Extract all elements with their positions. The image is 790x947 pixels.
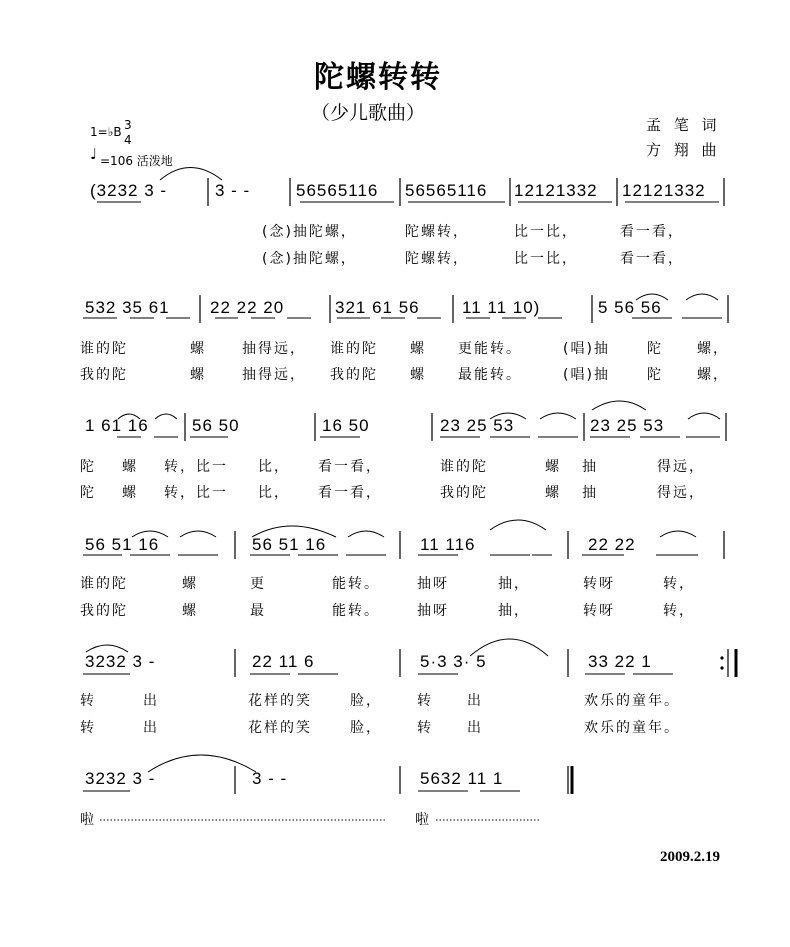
measure-notes: 11 11 10) [462,298,541,317]
lyric-word: 出 [143,720,159,736]
song-title: 陀螺转转 [314,60,442,95]
lyric-word: 欢乐的童年。 [584,720,680,736]
lyric-word: 陀 [80,485,96,501]
lyric-word: 螺 [545,485,561,501]
lyric-word: 比一比， [514,224,578,240]
lyric-word: 看一看， [318,485,382,501]
lyric-word: 我的陀 [80,367,128,383]
measure-notes: 56 51 16 [252,535,327,554]
lyric-word: 脸， [350,693,382,709]
measure-notes: 56 50 [192,416,240,435]
lyric-word: 抽 [582,485,598,501]
measure-notes: 33 22 1 [588,652,652,671]
lyric-word: 转 [417,720,433,736]
lyric-word: 螺 [182,603,198,619]
measure-notes: 22 22 [588,535,636,554]
lyric-word: 转 [80,720,96,736]
lyric-word: 陀 [647,367,663,383]
lyric-word: 比， [258,459,290,475]
lyric-word: 我的陀 [80,603,128,619]
lyric-word: 螺 [410,341,426,357]
lyric-word: 陀 [80,459,96,475]
measure-notes: 3232 3 - [85,769,156,788]
measure-notes: 16 50 [322,416,370,435]
lyric-word: 更 [250,576,266,592]
lyric-word: 出 [467,720,483,736]
song-subtitle: （少儿歌曲） [311,102,426,124]
lyric-word: 谁的陀 [80,576,128,592]
time-signature-denominator: 4 [124,133,132,147]
lyric-word: 陀螺转， [405,251,469,267]
lyric-word: 抽得远， [242,367,306,383]
lyric-word: 转 [80,693,96,709]
lyric-word: 谁的陀 [80,341,128,357]
lyric-word: 看一看， [620,224,684,240]
measure-notes: 321 61 56 [335,298,420,317]
lyric-word: 啦 [80,812,96,828]
lyric-word: 转 [417,693,433,709]
measure-notes: 11 116 [420,535,476,554]
measure-notes: 3 - - [215,181,251,200]
lyric-word: (唱)抽 [563,341,610,357]
measure-notes: 5632 11 1 [420,769,504,788]
lyric-word: 最能转。 [458,367,522,383]
lyric-word: 谁的陀 [440,459,488,475]
lyric-word: 比， [258,485,290,501]
measure-notes: 1 61 16 [85,416,149,435]
measure-notes: 56565116 [296,181,379,200]
lyric-word: 啦 [415,812,431,828]
measure-notes: 12121332 [622,181,706,200]
lyric-word: 脸， [350,720,382,736]
lyric-word: 得远， [657,459,705,475]
lyric-word: 出 [467,693,483,709]
measure-notes: 56 51 16 [85,535,160,554]
lyric-word: 最 [250,603,266,619]
lyric-word: 螺， [697,341,729,357]
lyric-word: (念)抽陀螺， [262,251,357,267]
lyric-word: 花样的笑 [248,693,312,709]
measure-notes: 3 - - [252,769,288,788]
lyric-word: 能转。 [332,576,380,592]
lyric-word: 比一比， [514,251,578,267]
lyric-word: 陀螺转， [405,224,469,240]
lyric-word: 抽得远， [242,341,306,357]
lyric-word: 我的陀 [440,485,488,501]
lyric-word: 看一看， [620,251,684,267]
lyric-word: 抽， [498,603,530,619]
time-signature-numerator: 3 [124,118,132,132]
measure-notes: 5·3 3· 5 [420,652,487,671]
lyric-word: 出 [143,693,159,709]
lyric-word: 看一看， [318,459,382,475]
lyric-word: 欢乐的童年。 [584,693,680,709]
composer-credit: 方 翔 曲 [646,141,721,159]
key-signature: 1=♭B [90,125,122,139]
lyric-word: 能转。 [332,603,380,619]
lyric-word: 转， [663,603,695,619]
measure-notes: 532 35 61 [85,298,170,317]
lyric-word: 我的陀 [330,367,378,383]
lyric-word: 抽呀 [417,603,449,619]
measure-notes: 56565116 [405,181,488,200]
lyric-word: 螺 [122,459,138,475]
lyric-word: 转呀 [583,603,615,619]
lyric-word: 转呀 [583,576,615,592]
lyric-word: 螺 [190,367,206,383]
lyric-word: 螺 [182,576,198,592]
measure-notes: 23 25 53 [440,416,515,435]
tempo-note-icon: ♩ [90,145,98,163]
lyric-word: 转，比一 [164,459,228,475]
tempo-marking: =106 活泼地 [100,154,173,168]
lyricist-credit: 孟 笔 词 [646,116,721,134]
lyric-word: (念)抽陀螺， [262,224,357,240]
lyric-word: 花样的笑 [248,720,312,736]
lyric-word: 陀 [647,341,663,357]
lyric-word: 螺 [122,485,138,501]
measure-notes: (3232 3 - [90,181,168,200]
lyric-word: 谁的陀 [330,341,378,357]
lyric-word: 螺， [697,367,729,383]
lyric-word: 得远， [657,485,705,501]
lyric-word: (唱)抽 [563,367,610,383]
measure-notes: 3232 3 - [85,652,156,671]
lyric-word: 转， [663,576,695,592]
lyric-word: 抽 [582,459,598,475]
lyric-word: 抽， [498,576,530,592]
lyric-word: 螺 [190,341,206,357]
measure-notes: 22 11 6 [252,652,315,671]
measure-notes: 12121332 [514,181,598,200]
measure-notes: 5 56 56 [598,298,662,317]
measure-notes: 23 25 53 [590,416,665,435]
lyric-word: 螺 [545,459,561,475]
measure-notes: 22 22 20 [210,298,285,317]
lyric-word: 抽呀 [417,576,449,592]
lyric-word: 更能转。 [458,341,522,357]
lyric-word: 转，比一 [164,485,228,501]
lyric-word: 螺 [410,367,426,383]
date: 2009.2.19 [660,849,720,865]
